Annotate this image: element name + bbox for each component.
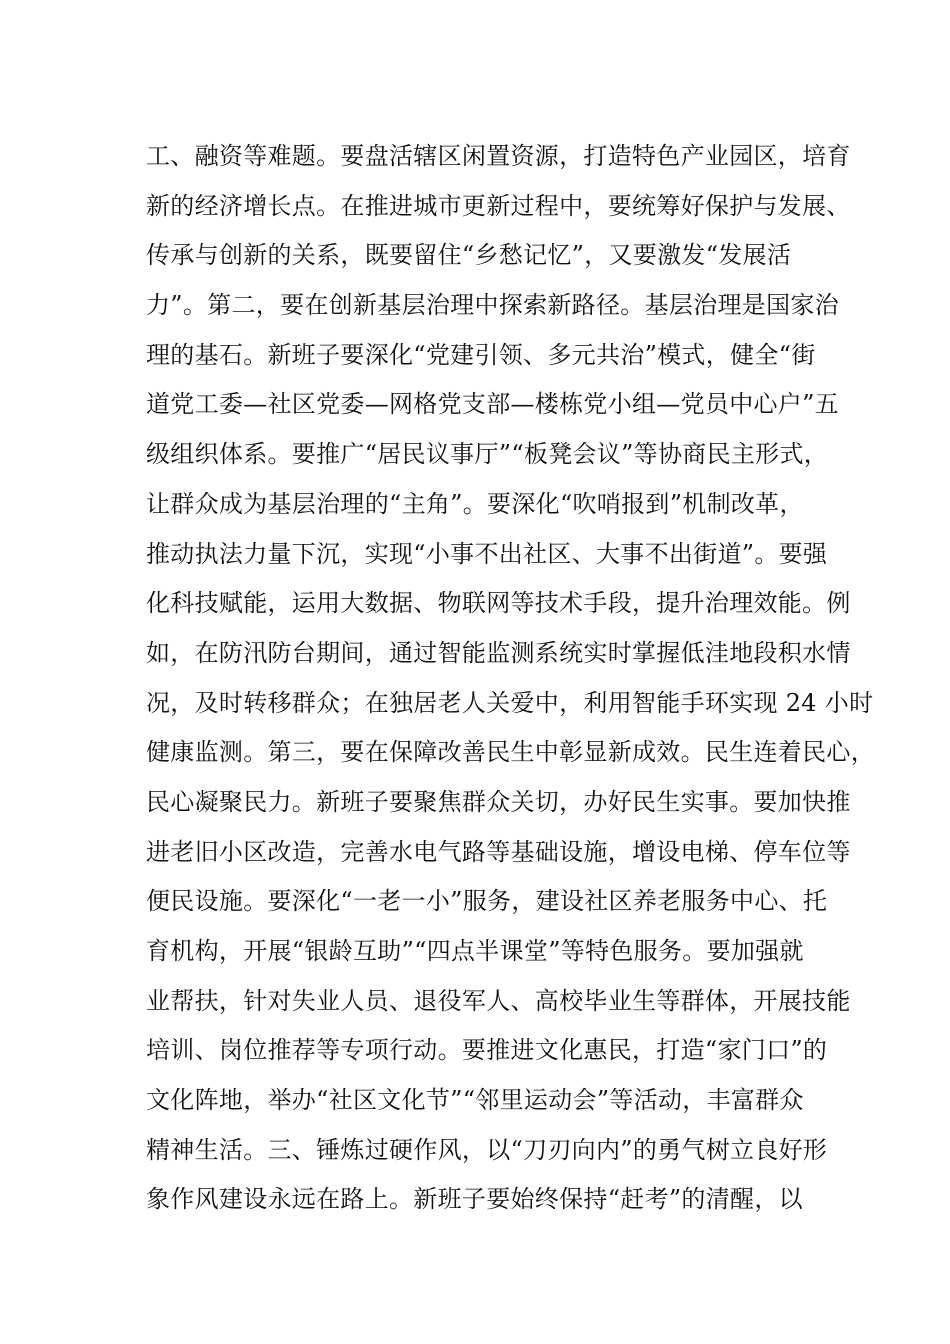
- text-line: 文化阵地，举办“社区文化节”“邻里运动会”等活动，丰富群众: [146, 1086, 804, 1115]
- text-line: 培训、岗位推荐等专项行动。要推进文化惠民，打造“家门口”的: [146, 1036, 828, 1065]
- text-line: 传承与创新的关系，既要留住“乡愁记忆”，又要激发“发展活: [146, 241, 792, 270]
- text-line: 道党工委—社区党委—网格党支部—楼栋党小组—党员中心户”五: [146, 390, 839, 419]
- text-line: 工、融资等难题。要盘活辖区闲置资源，打造特色产业园区，培育: [146, 142, 851, 170]
- text-line: 象作风建设永远在路上。新班子要始终保持“赶考”的清醒，以: [146, 1185, 803, 1214]
- text-line: 精神生活。三、锤炼过硬作风，以“刀刃向内”的勇气树立良好形: [146, 1135, 828, 1164]
- text-line: 业帮扶，针对失业人员、退役军人、高校毕业生等群体，开展技能: [146, 986, 851, 1015]
- text-line: 民心凝聚民力。新班子要聚焦群众关切，办好民生实事。要加快推: [146, 787, 851, 816]
- text-line: 推动执法力量下沉，实现“小事不出社区、大事不出街道”。要强: [146, 539, 828, 568]
- text-line: 理的基石。新班子要深化“党建引领、多元共治”模式，健全“街: [146, 340, 816, 369]
- text-line: 进老旧小区改造，完善水电气路等基础设施，增设电梯、停车位等: [146, 837, 851, 866]
- text-line: 化科技赋能，运用大数据、物联网等技术手段，提升治理效能。例: [146, 589, 851, 618]
- text-line: 况，及时转移群众；在独居老人关爱中，利用智能手环实现 24 小时: [146, 688, 874, 717]
- text-line: 级组织体系。要推广“居民议事厅”“板凳会议”等协商民主形式，: [146, 440, 829, 469]
- text-line: 健康监测。第三，要在保障改善民生中彰显新成效。民生连着民心，: [146, 738, 875, 767]
- text-line: 力”。第二，要在创新基层治理中探索新路径。基层治理是国家治: [146, 291, 839, 320]
- text-line: 便民设施。要深化“一老一小”服务，建设社区养老服务中心、托: [146, 887, 828, 916]
- body-text: [146, 132, 875, 1225]
- text-line: 新的经济增长点。在推进城市更新过程中，要统筹好保护与发展、: [146, 191, 851, 220]
- text-line: 让群众成为基层治理的“主角”。要深化“吹哨报到”机制改革，: [146, 489, 804, 518]
- text-line: 育机构，开展“银龄互助”“四点半课堂”等特色服务。要加强就: [146, 937, 804, 965]
- text-line: 如，在防汛防台期间，通过智能监测系统实时掌握低洼地段积水情: [146, 638, 851, 667]
